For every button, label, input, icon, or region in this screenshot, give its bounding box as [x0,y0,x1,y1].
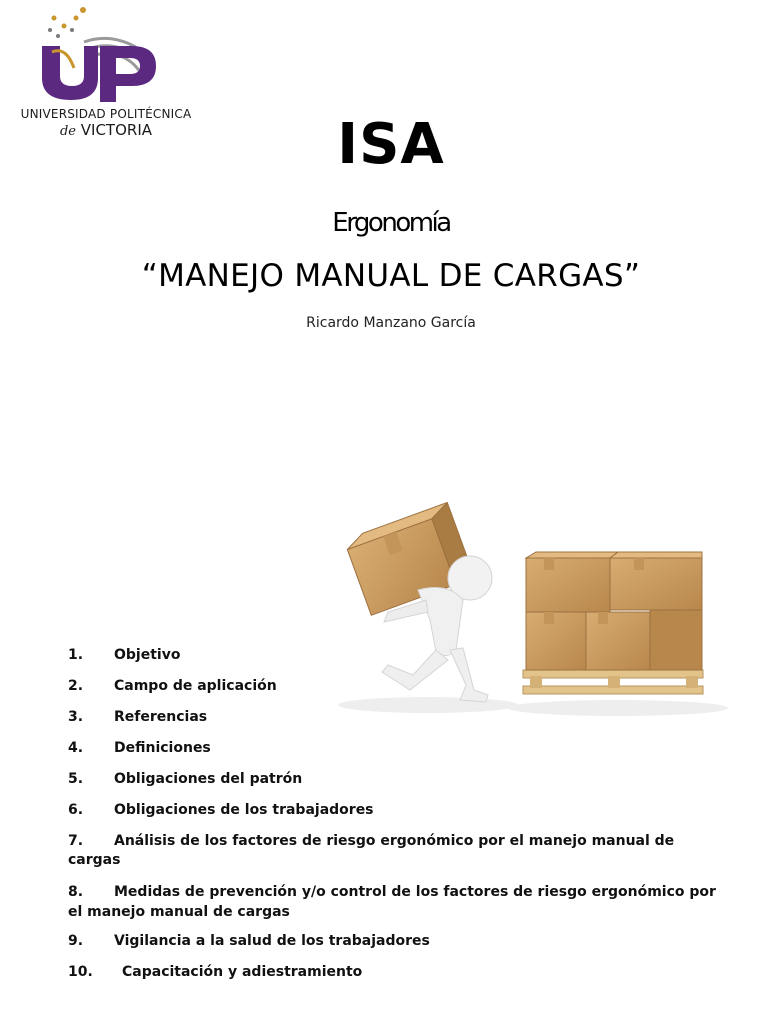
toc-number: 1. [68,647,84,663]
toc-item [68,770,728,789]
toc-item [68,646,728,665]
toc-number: 8. [68,884,84,900]
toc-number: 5. [68,771,84,787]
toc-number: 6. [68,802,84,818]
toc-item [68,963,728,982]
table-of-contents [68,646,728,994]
toc-number: 4. [68,740,84,756]
toc-item [68,677,728,696]
author-name: Ricardo Manzano García [306,315,476,331]
subject-title: Ergonomía [332,208,450,238]
up-logo-icon [14,6,194,106]
toc-text: Objetivo [114,647,181,663]
toc-number: 10. [68,964,93,980]
toc-number: 9. [68,933,84,949]
toc-text: Medidas de prevención y/o control de los factores de riesgo ergonómico por el manejo manual de cargas [68,884,716,920]
course-title: ISA [337,112,445,177]
toc-text: Obligaciones del patrón [114,771,303,787]
toc-item [68,801,728,820]
toc-text: Capacitación y adiestramiento [122,964,363,980]
toc-text: Definiciones [114,740,211,756]
logo-city: VICTORIA [80,121,153,139]
toc-text: Vigilancia a la salud de los trabajadores [114,933,430,949]
toc-item [68,832,728,870]
toc-text: Obligaciones de los trabajadores [114,802,374,818]
toc-number: 3. [68,709,84,725]
toc-text: Campo de aplicación [114,678,277,694]
document-title: “MANEJO MANUAL DE CARGAS” [141,258,641,294]
toc-item [68,882,728,922]
toc-text: Referencias [114,709,208,725]
toc-item [68,708,728,727]
logo-prefix: de [59,124,76,139]
toc-number: 2. [68,678,84,694]
toc-text: Análisis de los factores de riesgo ergonómico por el manejo manual de cargas [68,833,675,868]
toc-number: 7. [68,833,84,849]
logo-university-name: UNIVERSIDAD POLITÉCNICA [20,107,192,121]
toc-item [68,932,728,951]
toc-item [68,739,728,758]
